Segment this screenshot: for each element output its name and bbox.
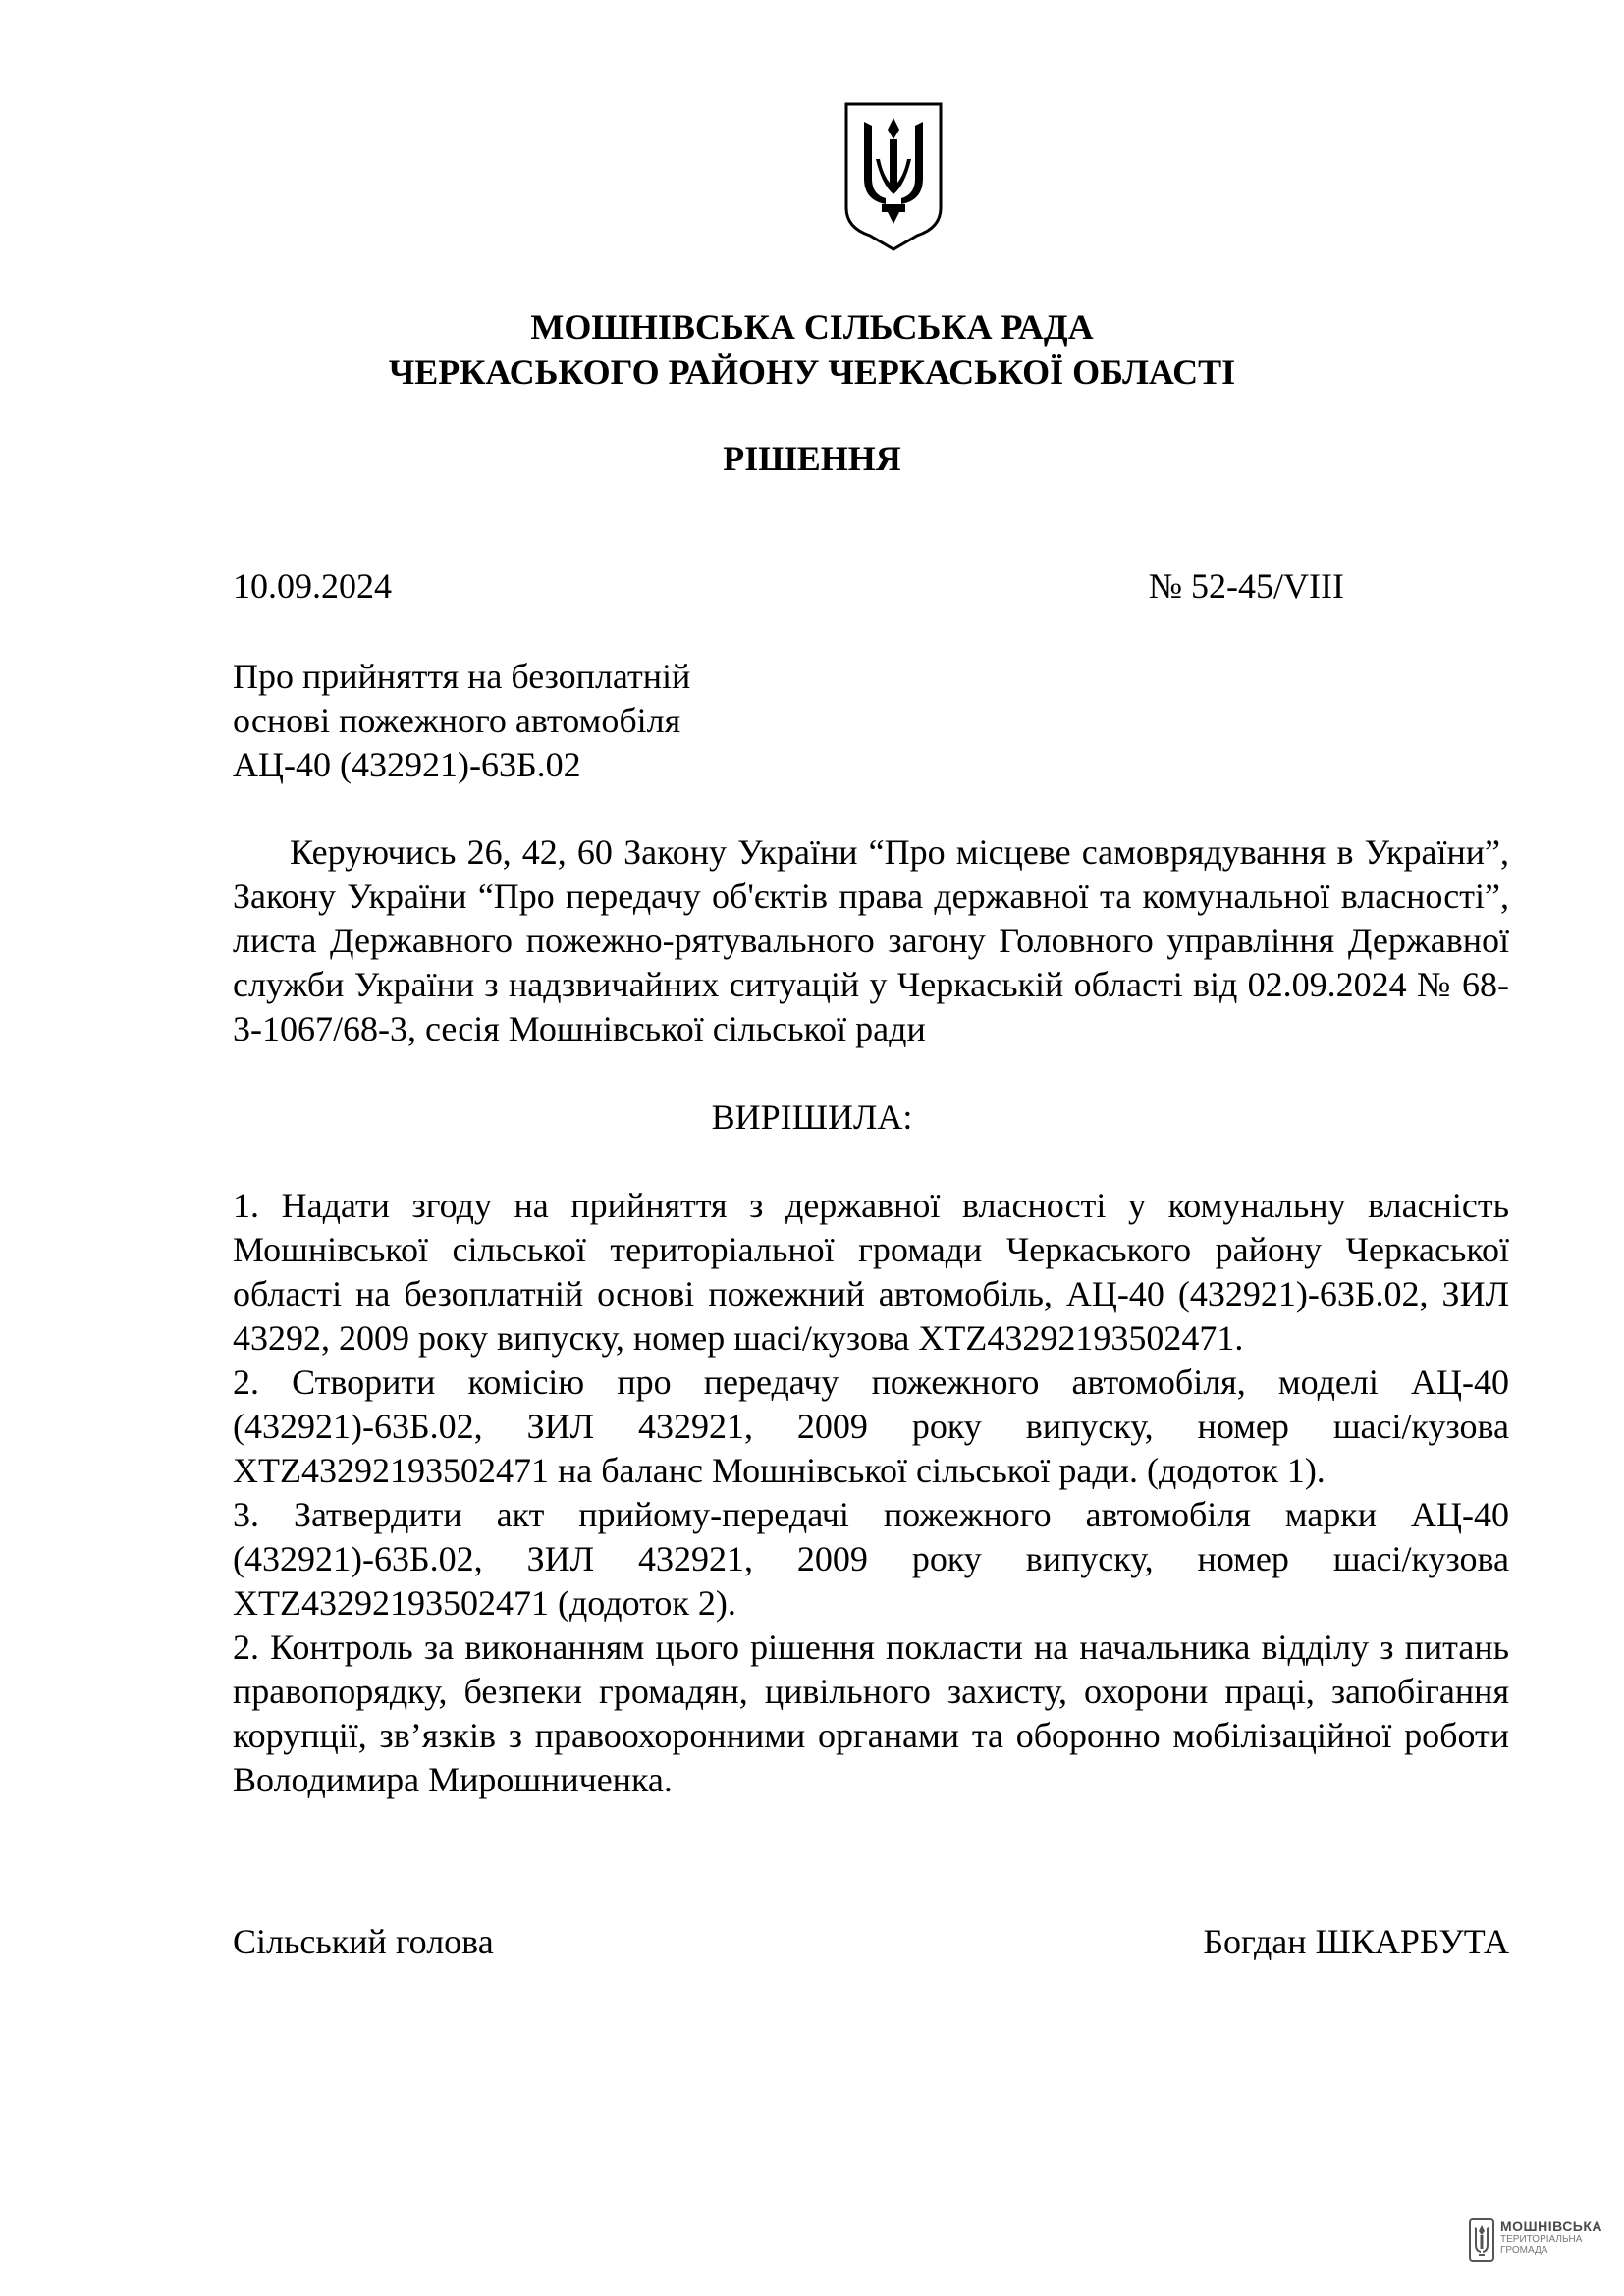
decision-item: 3. Затвердити акт прийому-передачі пожежного автомобіля марки АЦ-40 (432921)-63Б.02, ЗИЛ 432921, 2009 року випуску, номер шасі/кузова XTZ43292193502471 (додоток 2). xyxy=(233,1495,1509,1623)
council-name-line1: МОШНІВСЬКА СІЛЬСЬКА РАДА xyxy=(530,307,1094,347)
signer-position: Сільський голова xyxy=(233,1922,494,1961)
community-logo-icon xyxy=(1469,2218,1494,2262)
subject-line: Про прийняття на безоплатній xyxy=(233,657,691,696)
watermark-text xyxy=(1500,2218,1602,2256)
watermark-subtitle-1: ТЕРИТОРІАЛЬНА xyxy=(1500,2234,1583,2245)
council-name xyxy=(0,304,1624,395)
subject-line: АЦ-40 (432921)-63Б.02 xyxy=(233,745,581,784)
decision-subject xyxy=(233,655,920,787)
decision-item: 1. Надати згоду на прийняття з державної власності у комунальну власність Мошнівської сільської територіальної громади Черкаського району Черкаської області на безоплатній основі пожежний автомобіль, АЦ-40 (432921)-63Б.02, ЗИЛ 43292, 2009 року випуску, номер шасі/кузова XTZ43292193502471. xyxy=(233,1186,1509,1358)
signer-name: Богдан ШКАРБУТА xyxy=(1203,1922,1509,1961)
decision-items xyxy=(233,1184,1509,1802)
subject-line: основі пожежного автомобіля xyxy=(233,701,681,740)
decision-item: 2. Створити комісію про передачу пожежного автомобіля, моделі АЦ-40 (432921)-63Б.02, ЗИЛ 432921, 2009 року випуску, номер шасі/кузова XTZ43292193502471 на баланс Мошнівської сільської ради. (додоток 1). xyxy=(233,1362,1509,1490)
document-type-title: РІШЕННЯ xyxy=(723,439,901,478)
ukraine-trident-emblem-icon xyxy=(842,100,945,253)
watermark-title: МОШНІВСЬКА xyxy=(1500,2218,1603,2234)
council-name-line2: ЧЕРКАСЬКОГО РАЙОНУ ЧЕРКАСЬКОЇ ОБЛАСТІ xyxy=(388,352,1236,392)
decision-date: 10.09.2024 xyxy=(233,566,392,606)
preamble-paragraph: Керуючись 26, 42, 60 Закону України “Про місцеве самоврядування в України”, Закону України “Про передачу об'єктів права державної та комунальної власності”, листа Державного пожежно-рятувального загону Головного управління Державної служби України з надзвичайних ситуацій у Черкаській області від 02.09.2024 № 68-3-1067/68-3, сесія Мошнівської сільської ради xyxy=(233,832,1509,1048)
community-watermark xyxy=(1469,2216,1603,2268)
decision-item: 2. Контроль за виконанням цього рішення покласти на начальника відділу з питань правопорядку, безпеки громадян, цивільного захисту, охорони праці, запобігання корупції, зв’язків з правоохоронними органами та оборонно мобілізаційної роботи Володимира Мирошниченка. xyxy=(233,1628,1509,1799)
resolved-heading: ВИРІШИЛА: xyxy=(711,1097,913,1137)
watermark-subtitle-2: ГРОМАДА xyxy=(1500,2245,1548,2256)
decision-number: № 52-45/VIII xyxy=(1148,566,1344,606)
